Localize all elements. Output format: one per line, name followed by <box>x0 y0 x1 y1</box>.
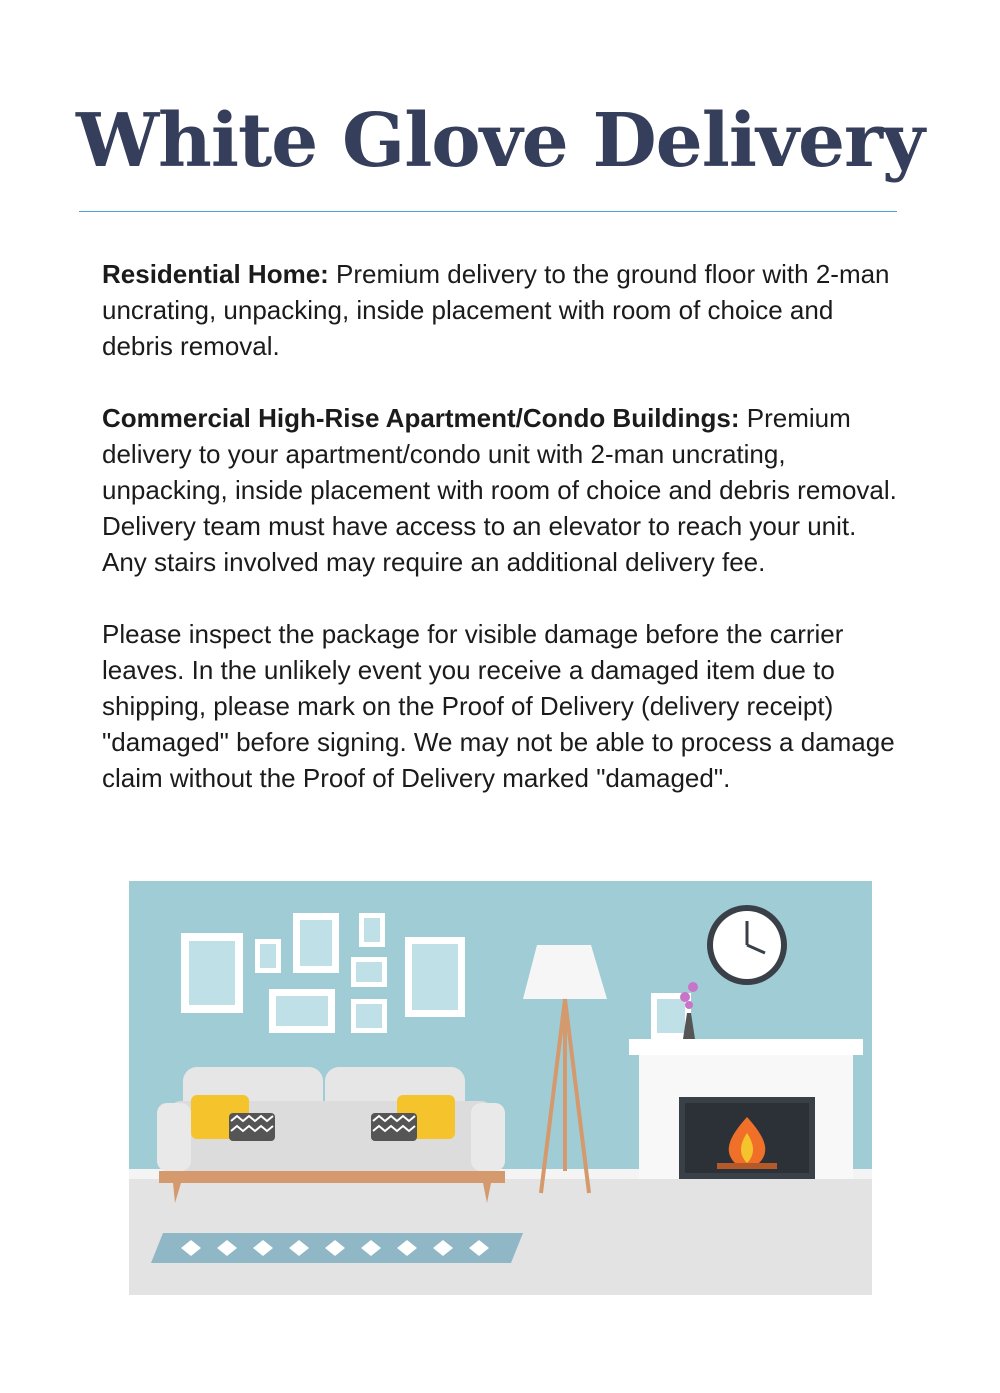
paragraph-text: Premium delivery to your apartment/condo unit with 2-man uncrating, unpacking, inside placement with room of choice and debris removal. Delivery team must have access to an elevator to reach your unit. Any stairs involved may require an additional delivery fee. <box>102 403 897 577</box>
sofa-icon <box>157 1067 505 1203</box>
paragraph-label: Commercial High-Rise Apartment/Condo Buildings: <box>102 403 740 433</box>
document-body <box>102 256 902 832</box>
title-divider <box>79 211 897 212</box>
paragraph-label: Residential Home: <box>102 259 329 289</box>
rug-icon <box>151 1233 523 1263</box>
living-room-illustration <box>129 881 872 1295</box>
paragraph-residential <box>102 256 902 364</box>
paragraph-text: Premium delivery to the ground floor with 2-man uncrating, unpacking, inside placement with room of choice and debris removal. <box>102 259 890 361</box>
wall-clock-icon <box>707 905 787 985</box>
paragraph-text: Please inspect the package for visible damage before the carrier leaves. In the unlikely event you receive a damaged item due to shipping, please mark on the Proof of Delivery (delivery receipt) "damaged" before signing. We may not be able to process a damage claim without the Proof of Delivery marked "damaged". <box>102 619 895 793</box>
paragraph-commercial <box>102 400 902 580</box>
page-title: White Glove Delivery <box>75 98 925 184</box>
paragraph-inspection <box>102 616 902 796</box>
